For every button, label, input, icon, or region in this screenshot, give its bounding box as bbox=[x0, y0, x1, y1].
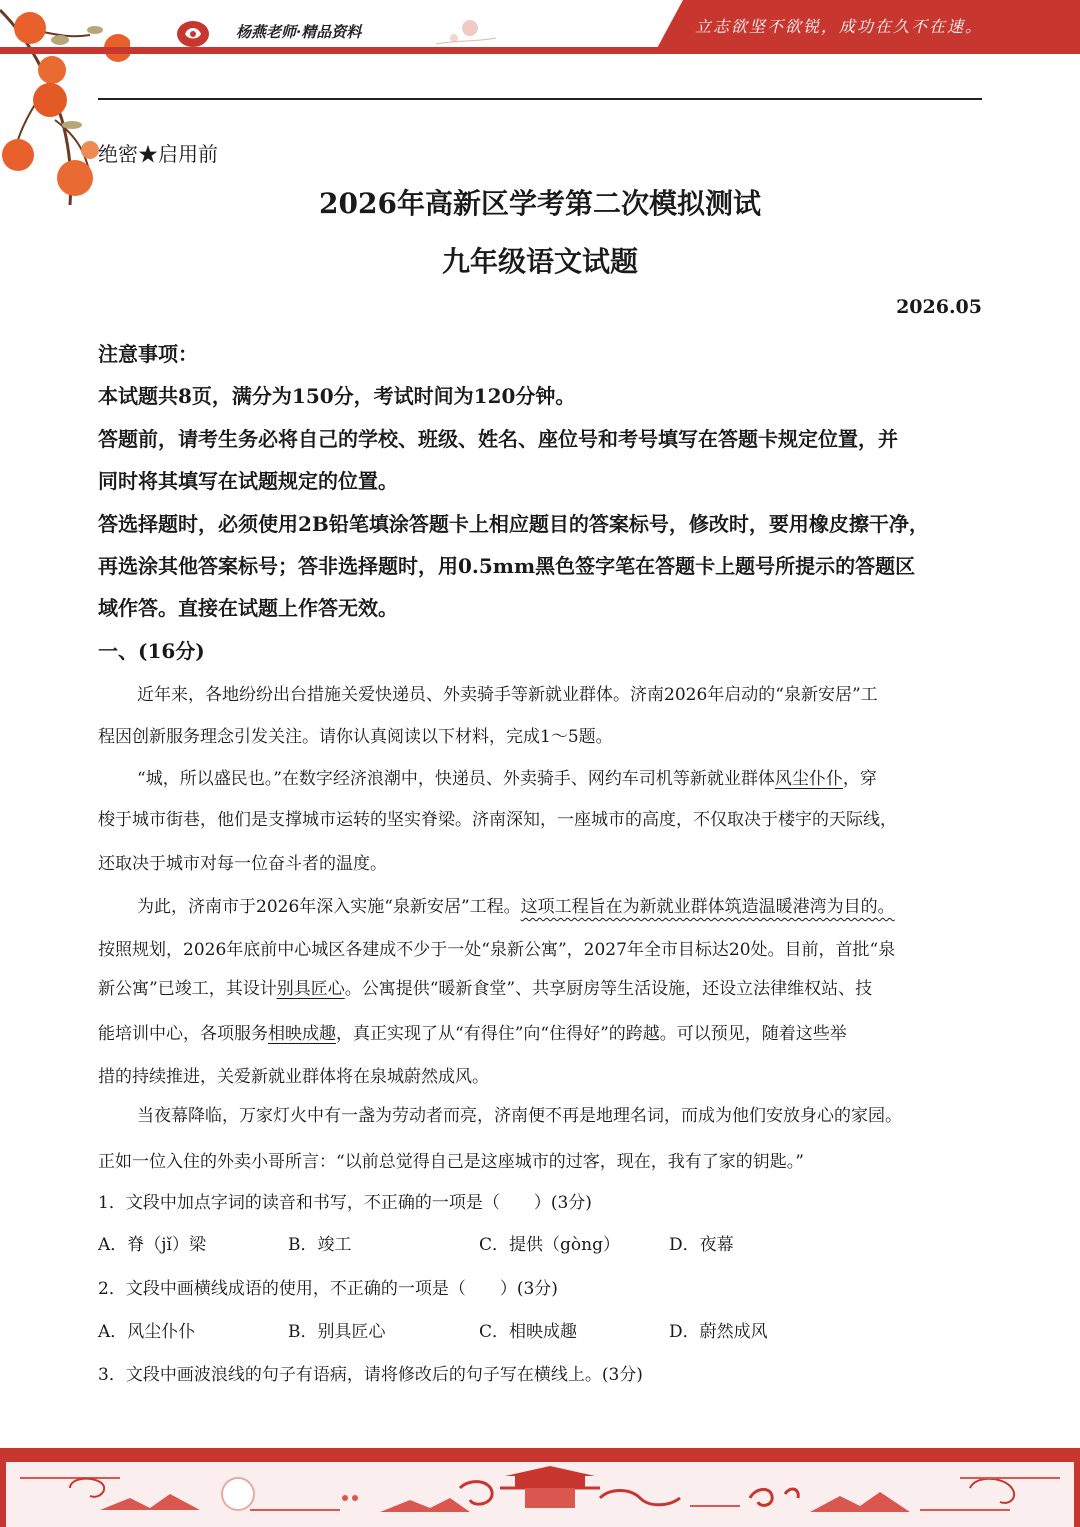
exam-subtitle: 九年级语文试题 bbox=[441, 245, 638, 278]
intro-line-2: 程因创新服务理念引发关注。请你认真阅读以下材料，完成1～5题。 bbox=[98, 727, 613, 747]
note-3a: 答选择题时，必须使用2B铅笔填涂答题卡上相应题目的答案标号，修改时，要用橡皮擦干净， bbox=[98, 512, 929, 536]
underlined-idiom-3: 相映成趣 bbox=[268, 1024, 336, 1044]
paragraph-1-line-1: “城，所以盛民也。”在数字经济浪潮中，快递员、外卖骑手、网约车司机等新就业群体风尘仆仆，穿 bbox=[137, 769, 877, 789]
exam-date: 2026.05 bbox=[896, 296, 982, 318]
persimmon-branch-decoration bbox=[0, 0, 130, 210]
question-3: 3．文段中画波浪线的句子有语病，请将修改后的句子写在横线上。(3分) bbox=[98, 1365, 643, 1385]
paragraph-2-line-5: 措的持续推进，关爱新就业群体将在泉城蔚然成风。 bbox=[98, 1067, 489, 1087]
q1-option-d: D．夜幕 bbox=[669, 1235, 734, 1255]
note-3c: 域作答。直接在试题上作答无效。 bbox=[98, 596, 398, 620]
underlined-idiom-1: 风尘仆仆 bbox=[774, 769, 843, 789]
q1-option-c: C．提供（gòng） bbox=[479, 1235, 620, 1255]
q1-option-b: B．竣工 bbox=[288, 1235, 352, 1255]
decor-dots-icon bbox=[436, 16, 496, 46]
secret-label: 绝密★启用前 bbox=[98, 142, 218, 166]
paragraph-3-line-1: 当夜幕降临，万家灯火中有一盏为劳动者而亮，济南便不再是地理名词，而成为他们安放身心的家园。 bbox=[137, 1106, 902, 1126]
question-2: 2．文段中画横线成语的使用，不正确的一项是（ ）(3分) bbox=[98, 1279, 558, 1299]
q2-option-a: A．风尘仆仆 bbox=[98, 1322, 196, 1342]
wavy-sentence: 这项工程旨在为新就业群体筑造温暖港湾为目的。 bbox=[520, 897, 895, 917]
header-rule bbox=[98, 98, 982, 100]
notes-heading: 注意事项： bbox=[98, 342, 198, 366]
q2-option-b: B．别具匠心 bbox=[288, 1322, 386, 1342]
q1-option-a: A．脊（jǐ）梁 bbox=[98, 1235, 206, 1255]
brand-logo-icon bbox=[176, 18, 210, 48]
footer-decoration bbox=[0, 1448, 1080, 1527]
exam-title: 2026年高新区学考第二次模拟测试 bbox=[319, 187, 761, 220]
paragraph-1-line-3: 还取决于城市对每一位奋斗者的温度。 bbox=[98, 854, 387, 874]
paragraph-2-line-4: 能培训中心，各项服务相映成趣，真正实现了从“有得住”向“住得好”的跨越。可以预见，随着这些举 bbox=[98, 1024, 847, 1044]
section-heading: 一、(16分) bbox=[98, 639, 205, 663]
header-brand: 杨燕老师·精品资料 bbox=[236, 23, 362, 41]
note-1: 本试题共8页，满分为150分，考试时间为120分钟。 bbox=[98, 384, 576, 408]
q2-option-c: C．相映成趣 bbox=[479, 1322, 578, 1342]
paragraph-3-line-2: 正如一位入住的外卖小哥所言：“以前总觉得自己是这座城市的过客，现在，我有了家的钥匙。” bbox=[98, 1152, 804, 1172]
intro-line-1: 近年来，各地纷纷出台措施关爱快递员、外卖骑手等新就业群体。济南2026年启动的“泉新安居”工 bbox=[137, 685, 878, 705]
paragraph-2-line-1: 为此，济南市于2026年深入实施“泉新安居”工程。这项工程旨在为新就业群体筑造温暖港湾为目的。 bbox=[137, 897, 895, 917]
q2-option-d: D．蔚然成风 bbox=[669, 1322, 768, 1342]
note-2a: 答题前，请考生务必将自己的学校、班级、姓名、座位号和考号填写在答题卡规定位置，并 bbox=[98, 427, 898, 451]
paragraph-1-line-2: 梭于城市街巷，他们是支撑城市运转的坚实脊梁。济南深知，一座城市的高度，不仅取决于楼宇的天际线， bbox=[98, 810, 897, 830]
header-slogan: 立志欲坚不欲锐，成功在久不在速。 bbox=[695, 17, 984, 36]
question-1: 1．文段中加点字词的读音和书写，不正确的一项是（ ）(3分) bbox=[98, 1193, 592, 1213]
underlined-idiom-2: 别具匠心 bbox=[276, 979, 345, 999]
note-3b: 再选涂其他答案标号；答非选择题时，用0.5mm黑色签字笔在答题卡上题号所提示的答题区 bbox=[98, 554, 916, 578]
paragraph-2-line-3: 新公寓”已竣工，其设计别具匠心。公寓提供“暖新食堂”、共享厨房等生活设施，还设立法律维权站、技 bbox=[98, 979, 873, 999]
note-2b: 同时将其填写在试题规定的位置。 bbox=[98, 469, 398, 493]
paragraph-2-line-2: 按照规划，2026年底前中心城区各建成不少于一处“泉新公寓”，2027年全市目标达20处。目前，首批“泉 bbox=[98, 940, 896, 960]
